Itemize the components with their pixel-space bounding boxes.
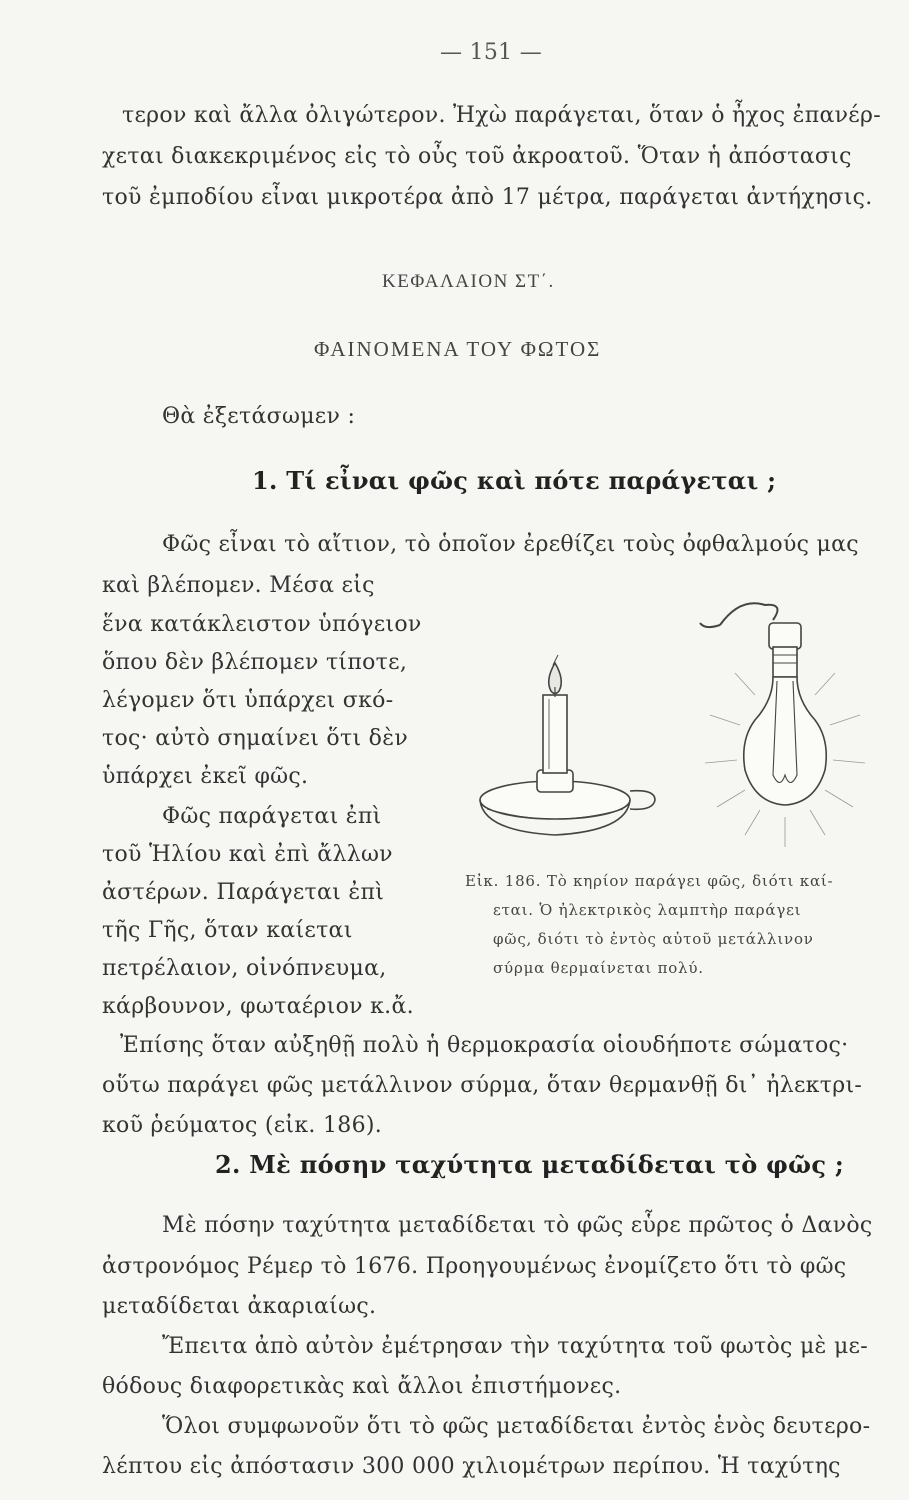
text-line: θόδους διαφορετικὰς καὶ ἄλλοι ἐπιστήμονες.	[102, 1374, 622, 1399]
figure-caption-line: φῶς, διότι τὸ ἐντὸς αὐτοῦ μετάλλινον	[493, 930, 814, 948]
chapter-heading: ΚΕΦΑΛΑΙΟΝ ΣΤ΄.	[382, 271, 555, 292]
text-line: τῆς Γῆς, ὅταν καίεται	[102, 918, 353, 943]
chapter-title: ΦΑΙΝΟΜΕΝΑ ΤΟΥ ΦΩΤΟΣ	[314, 337, 602, 361]
intro-text: Θὰ ἐξετάσωμεν :	[162, 404, 356, 429]
text-line: λέπτου εἰς ἀπόστασιν 300 000 χιλιομέτρων περίπου. Ἡ ταχύτης	[102, 1454, 841, 1479]
figure-caption-line: Εἰκ. 186. Τὸ κηρίον παράγει φῶς, διότι καί-	[465, 872, 834, 890]
text-line: Φῶς εἶναι τὸ αἴτιον, τὸ ὁποῖον ἐρεθίζει τοὺς ὀφθαλμούς μας	[162, 532, 859, 557]
figure-caption-line: εται. Ὁ ἠλεκτρικὸς λαμπτὴρ παράγει	[493, 901, 802, 919]
text-line: ὑπάρχει ἐκεῖ φῶς.	[102, 764, 309, 789]
text-line: κάρβουνον, φωταέριον κ.ἄ.	[102, 994, 414, 1019]
text-line: οὕτω παράγει φῶς μετάλλινον σύρμα, ὅταν θερμανθῇ δι᾽ ἠλεκτρι-	[102, 1073, 863, 1098]
text-line: κοῦ ῥεύματος (εἰκ. 186).	[102, 1113, 383, 1138]
light-bulb-icon	[700, 603, 865, 847]
text-line: καὶ βλέπομεν. Μέσα εἰς	[102, 573, 375, 598]
section-2-title: 2. Μὲ πόσην ταχύτητα μεταδίδεται τὸ φῶς ;	[215, 1150, 845, 1179]
text-line: ἕνα κατάκλειστον ὑπόγειον	[102, 612, 422, 637]
text-line: Ὅλοι συμφωνοῦν ὅτι τὸ φῶς μεταδίδεται ἐντὸς ἑνὸς δευτερο-	[162, 1414, 871, 1439]
text-line: τοῦ ἐμποδίου εἶναι μικροτέρα ἀπὸ 17 μέτρα, παράγεται ἀντήχησις.	[102, 185, 873, 210]
text-line: Ἐπίσης ὅταν αὐξηθῇ πολὺ ἡ θερμοκρασία οἱουδήποτε σώματος·	[120, 1033, 849, 1058]
section-1-title: 1. Τί εἶναι φῶς καὶ πότε παράγεται ;	[252, 466, 777, 495]
text-line: Ἔπειτα ἀπὸ αὐτὸν ἐμέτρησαν τὴν ταχύτητα τοῦ φωτὸς μὲ με-	[162, 1334, 868, 1359]
text-line: χεται διακεκριμένος εἰς τὸ οὖς τοῦ ἀκροατοῦ. Ὅταν ἡ ἀπόστασις	[102, 144, 852, 169]
figure-caption-line: σύρμα θερμαίνεται πολύ.	[493, 959, 704, 977]
text-line: Μὲ πόσην ταχύτητα μεταδίδεται τὸ φῶς εὗρε πρῶτος ὁ Δανὸς	[162, 1213, 873, 1238]
text-line: ἀστέρων. Παράγεται ἐπὶ	[102, 880, 385, 905]
text-line: μεταδίδεται ἀκαριαίως.	[102, 1294, 377, 1319]
text-line: πετρέλαιον, οἰνόπνευμα,	[102, 956, 387, 981]
text-line: τος· αὐτὸ σημαίνει ὅτι δὲν	[102, 726, 408, 751]
page-number: — 151 —	[440, 40, 543, 65]
text-line: τερον καὶ ἄλλα ὀλιγώτερον. Ἠχὼ παράγεται, ὅταν ὁ ἦχος ἐπανέρ-	[122, 103, 881, 128]
candle-and-bulb-illustration	[455, 585, 905, 860]
text-line: ὅπου δὲν βλέπομεν τίποτε,	[102, 650, 408, 675]
text-line: λέγομεν ὅτι ὑπάρχει σκό-	[102, 688, 394, 713]
candle-icon	[480, 655, 655, 835]
text-line: Φῶς παράγεται ἐπὶ	[162, 804, 382, 829]
text-line: ἀστρονόμος Ρέμερ τὸ 1676. Προηγουμένως ἐνομίζετο ὅτι τὸ φῶς	[102, 1254, 847, 1279]
text-line: τοῦ Ἡλίου καὶ ἐπὶ ἄλλων	[102, 842, 393, 867]
